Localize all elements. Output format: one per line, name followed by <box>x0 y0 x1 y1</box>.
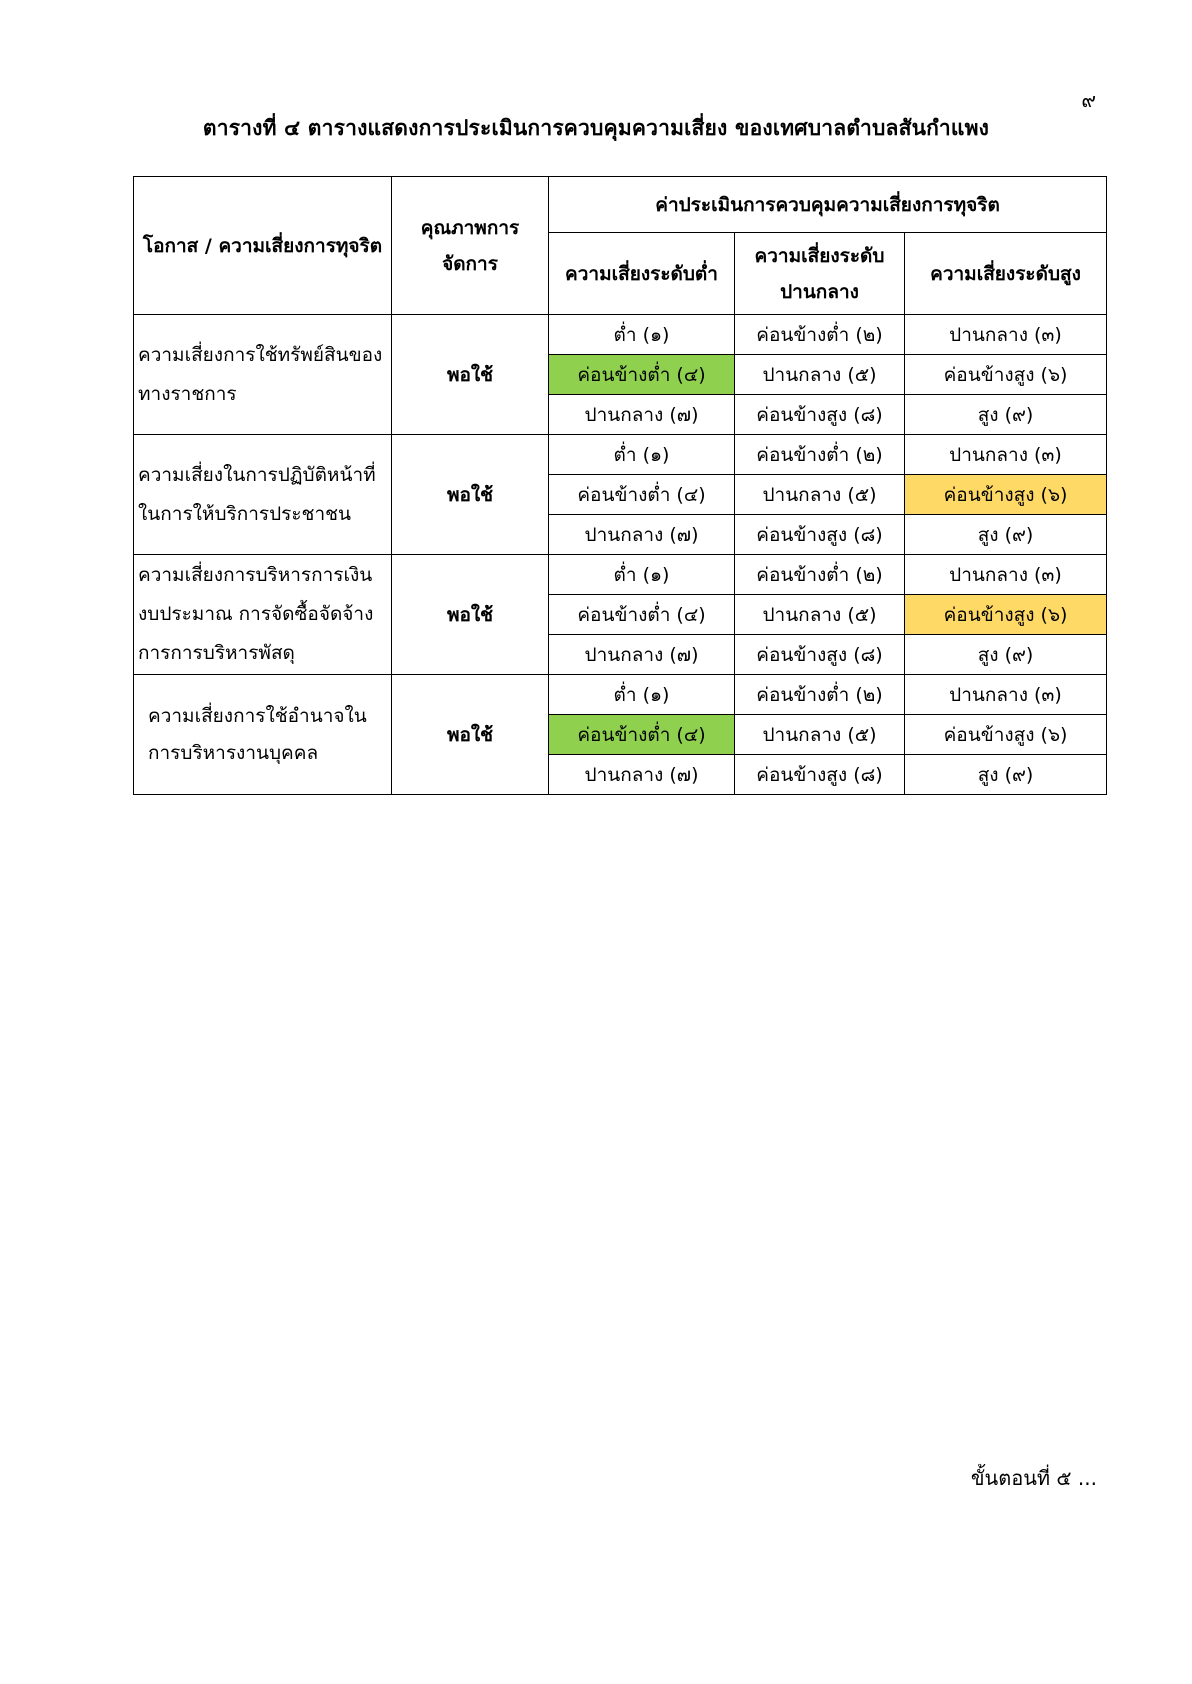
level-cell: สูง (๙) <box>905 755 1107 795</box>
level-cell: ปานกลาง (๓) <box>905 315 1107 355</box>
level-cell: ปานกลาง (๕) <box>735 715 905 755</box>
level-cell: ค่อนข้างสูง (๘) <box>735 515 905 555</box>
level-cell: ปานกลาง (๗) <box>549 635 735 675</box>
header-quality-column: คุณภาพการจัดการ <box>392 177 549 315</box>
level-cell: ปานกลาง (๓) <box>905 555 1107 595</box>
level-cell: ปานกลาง (๗) <box>549 755 735 795</box>
level-cell: ค่อนข้างต่ำ (๒) <box>735 435 905 475</box>
level-cell: สูง (๙) <box>905 515 1107 555</box>
header-medium-risk: ความเสี่ยงระดับปานกลาง <box>735 233 905 315</box>
management-quality: พอใช้ <box>392 315 549 435</box>
level-cell: สูง (๙) <box>905 395 1107 435</box>
level-cell: ค่อนข้างต่ำ (๔) <box>549 595 735 635</box>
level-cell: ต่ำ (๑) <box>549 675 735 715</box>
level-cell: ปานกลาง (๗) <box>549 515 735 555</box>
level-cell: ค่อนข้างสูง (๘) <box>735 635 905 675</box>
level-cell: ค่อนข้างสูง (๘) <box>735 395 905 435</box>
page-number: ๙ <box>1081 88 1096 112</box>
management-quality: พอใช้ <box>392 435 549 555</box>
risk-name: ความเสี่ยงในการปฏิบัติหน้าที่ในการให้บริการประชาชน <box>134 435 392 555</box>
level-cell: สูง (๙) <box>905 635 1107 675</box>
risk-name: ความเสี่ยงการใช้ทรัพย์สินของทางราชการ <box>134 315 392 435</box>
table-row <box>134 435 1107 475</box>
risk-evaluation-table <box>133 176 1107 795</box>
level-cell: ต่ำ (๑) <box>549 555 735 595</box>
table-row <box>134 315 1107 355</box>
level-cell: ค่อนข้างสูง (๘) <box>735 755 905 795</box>
table-row <box>134 675 1107 715</box>
level-cell: ค่อนข้างสูง (๖) <box>905 715 1107 755</box>
level-cell: ค่อนข้างสูง (๖) <box>905 355 1107 395</box>
header-evaluation-group: ค่าประเมินการควบคุมความเสี่ยงการทุจริต <box>549 177 1107 233</box>
header-risk-column: โอกาส / ความเสี่ยงการทุจริต <box>134 177 392 315</box>
header-high-risk: ความเสี่ยงระดับสูง <box>905 233 1107 315</box>
level-cell-highlighted: ค่อนข้างสูง (๖) <box>905 475 1107 515</box>
level-cell: ปานกลาง (๕) <box>735 355 905 395</box>
risk-name: ความเสี่ยงการใช้อำนาจในการบริหารงานบุคคล <box>134 675 392 795</box>
level-cell: ปานกลาง (๕) <box>735 595 905 635</box>
level-cell: ปานกลาง (๓) <box>905 435 1107 475</box>
level-cell: ค่อนข้างต่ำ (๒) <box>735 555 905 595</box>
level-cell: ค่อนข้างต่ำ (๒) <box>735 675 905 715</box>
level-cell-highlighted: ค่อนข้างสูง (๖) <box>905 595 1107 635</box>
level-cell-highlighted: ค่อนข้างต่ำ (๔) <box>549 355 735 395</box>
level-cell-highlighted: ค่อนข้างต่ำ (๔) <box>549 715 735 755</box>
level-cell: ค่อนข้างต่ำ (๔) <box>549 475 735 515</box>
header-low-risk: ความเสี่ยงระดับต่ำ <box>549 233 735 315</box>
level-cell: ปานกลาง (๗) <box>549 395 735 435</box>
page-title: ตารางที่ ๔ ตารางแสดงการประเมินการควบคุมความเสี่ยง ของเทศบาลตำบลสันกำแพง <box>202 116 990 140</box>
table-row <box>134 555 1107 595</box>
next-step-footer: ขั้นตอนที่ ๕ ... <box>970 1466 1097 1490</box>
level-cell: ปานกลาง (๓) <box>905 675 1107 715</box>
level-cell: ปานกลาง (๕) <box>735 475 905 515</box>
level-cell: ต่ำ (๑) <box>549 315 735 355</box>
level-cell: ค่อนข้างต่ำ (๒) <box>735 315 905 355</box>
risk-name: ความเสี่ยงการบริหารการเงินงบประมาณ การจัดซื้อจัดจ้าง การการบริหารพัสดุ <box>134 555 392 675</box>
management-quality: พอใช้ <box>392 555 549 675</box>
level-cell: ต่ำ (๑) <box>549 435 735 475</box>
management-quality: พอใช้ <box>392 675 549 795</box>
